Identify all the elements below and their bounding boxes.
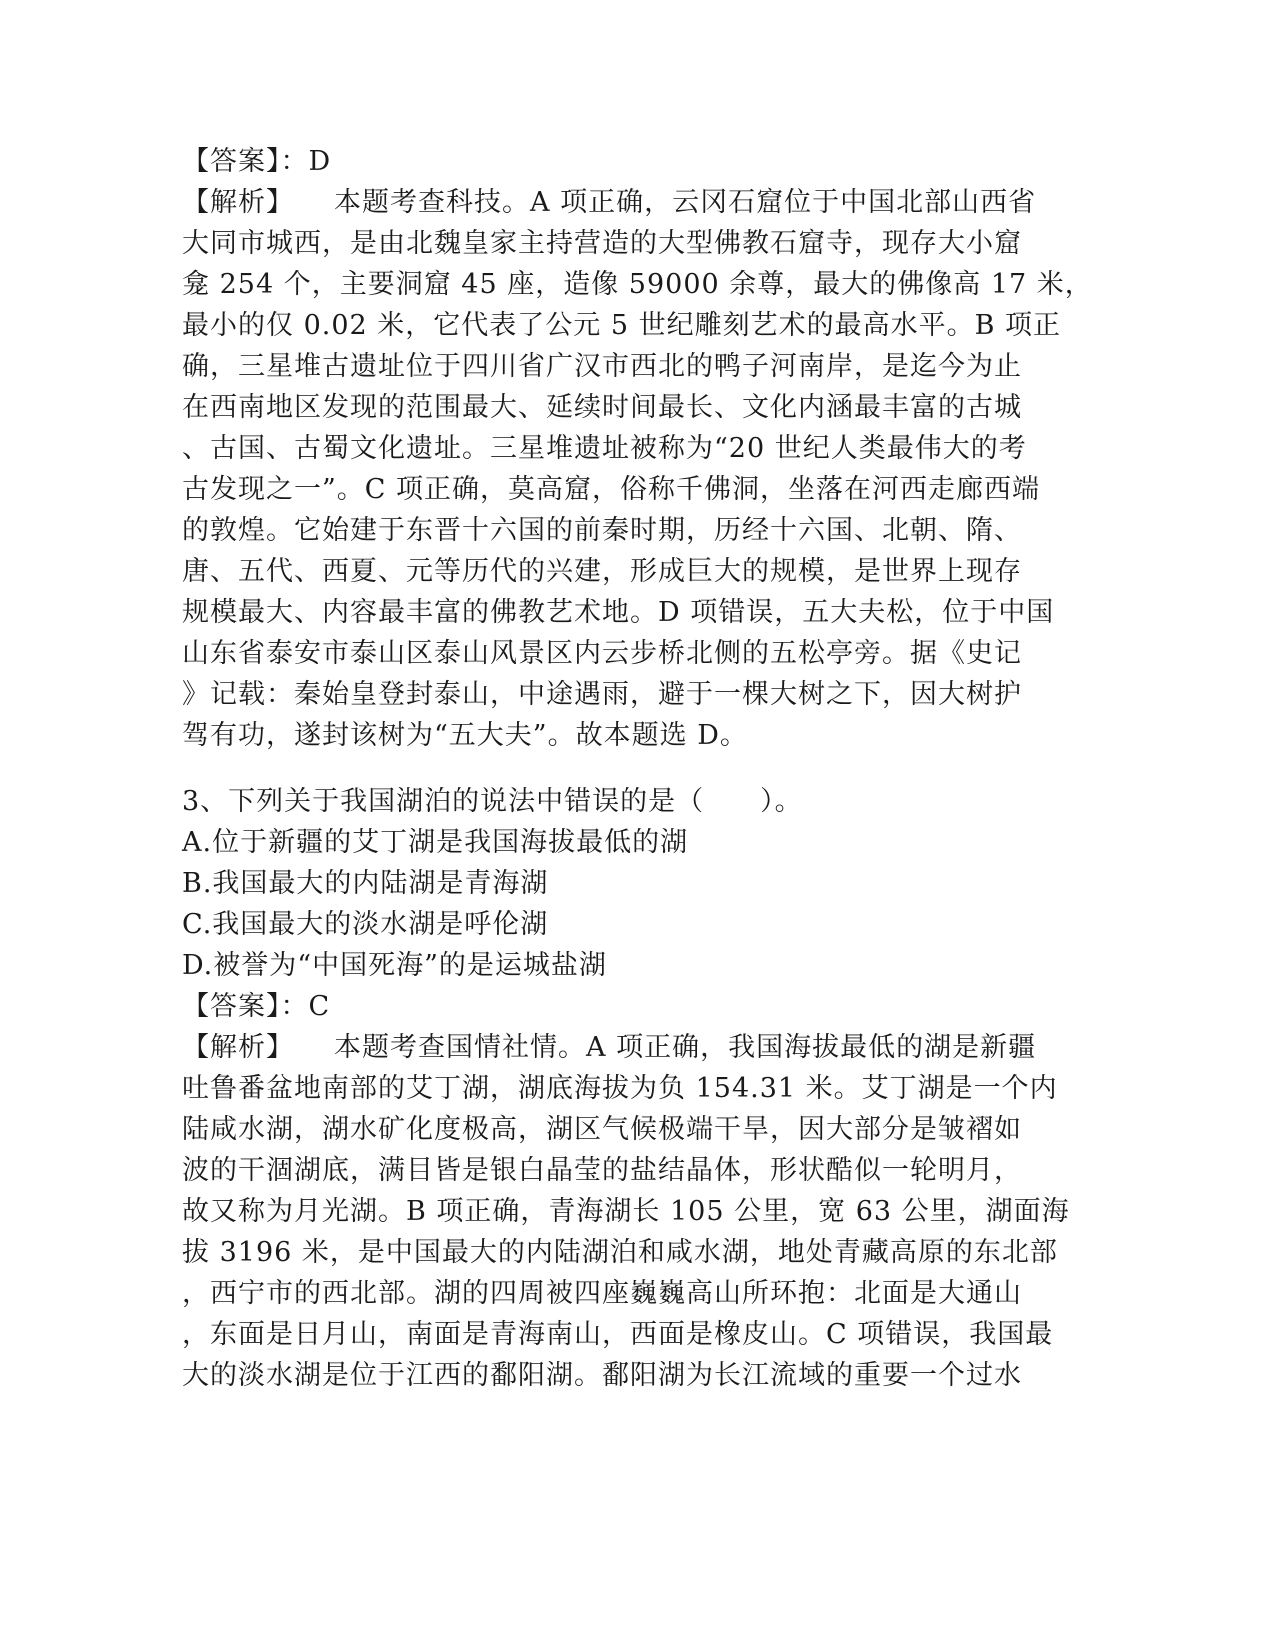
- analysis-line-1: [182, 1028, 1036, 1068]
- analysis-text: 规模最大、内容最丰富的佛教艺术地。D 项错误，五大夫松，位于中国: [182, 597, 1055, 628]
- analysis-text: 》记载：秦始皇登封泰山，中途遇雨，避于一棵大树之下，因大树护: [182, 679, 1022, 710]
- analysis-line-12: [182, 634, 1022, 674]
- analysis-line-5: [182, 347, 1022, 387]
- analysis-text: ，西宁市的西北部。湖的四周被四座巍巍高山所环抱：北面是大通山: [182, 1278, 1022, 1309]
- analysis-label: 【解析】: [182, 1032, 294, 1063]
- analysis-line-7: [182, 1274, 1022, 1314]
- analysis-line-3: [182, 265, 1093, 305]
- analysis-text: 大的淡水湖是位于江西的鄱阳湖。鄱阳湖为长江流域的重要一个过水: [182, 1360, 1022, 1391]
- analysis-text: 最小的仅 0.02 米，它代表了公元 5 世纪雕刻艺术的最高水平。B 项正: [182, 310, 1062, 341]
- analysis-text: 山东省泰安市泰山区泰山风景区内云步桥北侧的五松亭旁。据《史记: [182, 638, 1022, 669]
- analysis-line-4: [182, 306, 1061, 346]
- analysis-text: 大同市城西，是由北魏皇家主持营造的大型佛教石窟寺，现存大小窟: [182, 228, 1022, 259]
- analysis-text: 龛 254 个，主要洞窟 45 座，造像 59000 余尊，最大的佛像高 17 米，: [182, 269, 1093, 300]
- analysis-text: 确，三星堆古遗址位于四川省广汉市西北的鸭子河南岸，是迄今为止: [182, 351, 1022, 382]
- option-text: D.被誉为“中国死海”的是运城盐湖: [182, 950, 607, 981]
- analysis-text: 本题考查科技。A 项正确，云冈石窟位于中国北部山西省: [334, 187, 1037, 218]
- analysis-line-4: [182, 1151, 1022, 1191]
- option-b: [182, 864, 548, 904]
- analysis-line-8: [182, 1315, 1053, 1355]
- analysis-line-7: [182, 429, 1027, 469]
- analysis-line-10: [182, 552, 1022, 592]
- analysis-text: 波的干涸湖底，满目皆是银白晶莹的盐结晶体，形状酷似一轮明月，: [182, 1155, 1022, 1186]
- analysis-text: 唐、五代、西夏、元等历代的兴建，形成巨大的规模，是世界上现存: [182, 556, 1022, 587]
- analysis-text: 、古国、古蜀文化遗址。三星堆遗址被称为“20 世纪人类最伟大的考: [182, 433, 1027, 464]
- answer-text: 【答案】：C: [182, 991, 331, 1022]
- analysis-text: 本题考查国情社情。A 项正确，我国海拔最低的湖是新疆: [334, 1032, 1037, 1063]
- analysis-line-11: [182, 593, 1054, 633]
- analysis-line-13: [182, 675, 1022, 715]
- option-text: A.位于新疆的艾丁湖是我国海拔最低的湖: [182, 827, 689, 858]
- analysis-text: 的敦煌。它始建于东晋十六国的前秦时期，历经十六国、北朝、隋、: [182, 515, 1022, 546]
- answer-line: [182, 142, 331, 182]
- analysis-line-9: [182, 1356, 1022, 1396]
- analysis-line-9: [182, 511, 1022, 551]
- option-c: [182, 905, 548, 945]
- analysis-line-6: [182, 1233, 1058, 1273]
- analysis-text: 陆咸水湖，湖水矿化度极高，湖区气候极端干旱，因大部分是皱褶如: [182, 1114, 1022, 1145]
- option-d: [182, 946, 607, 986]
- question-text: 3、下列关于我国湖泊的说法中错误的是（ ）。: [182, 786, 803, 817]
- option-text: B.我国最大的内陆湖是青海湖: [182, 868, 549, 899]
- analysis-text: 拔 3196 米，是中国最大的内陆湖泊和咸水湖，地处青藏高原的东北部: [182, 1237, 1058, 1268]
- analysis-text: ，东面是日月山，南面是青海南山，西面是橡皮山。C 项错误，我国最: [182, 1319, 1054, 1350]
- analysis-text: 驾有功，遂封该树为“五大夫”。故本题选 D。: [182, 720, 748, 751]
- analysis-text: 故又称为月光湖。B 项正确，青海湖长 105 公里，宽 63 公里，湖面海: [182, 1196, 1070, 1227]
- analysis-line-3: [182, 1110, 1022, 1150]
- option-text: C.我国最大的淡水湖是呼伦湖: [182, 909, 549, 940]
- analysis-label: 【解析】: [182, 187, 294, 218]
- analysis-line-2: [182, 1069, 1058, 1109]
- analysis-text: 吐鲁番盆地南部的艾丁湖，湖底海拔为负 154.31 米。艾丁湖是一个内: [182, 1073, 1058, 1104]
- question-stem: [182, 782, 803, 822]
- analysis-line-14: [182, 716, 748, 756]
- analysis-text: 古发现之一”。C 项正确，莫高窟，俗称千佛洞，坐落在河西走廊西端: [182, 474, 1041, 505]
- analysis-text: 在西南地区发现的范围最大、延续时间最长、文化内涵最丰富的古城: [182, 392, 1022, 423]
- analysis-line-8: [182, 470, 1040, 510]
- option-a: [182, 823, 688, 863]
- answer-text: 【答案】：D: [182, 146, 332, 177]
- analysis-line-5: [182, 1192, 1070, 1232]
- analysis-line-6: [182, 388, 1022, 428]
- analysis-line-1: [182, 183, 1036, 223]
- analysis-line-2: [182, 224, 1022, 264]
- answer-line: [182, 987, 330, 1027]
